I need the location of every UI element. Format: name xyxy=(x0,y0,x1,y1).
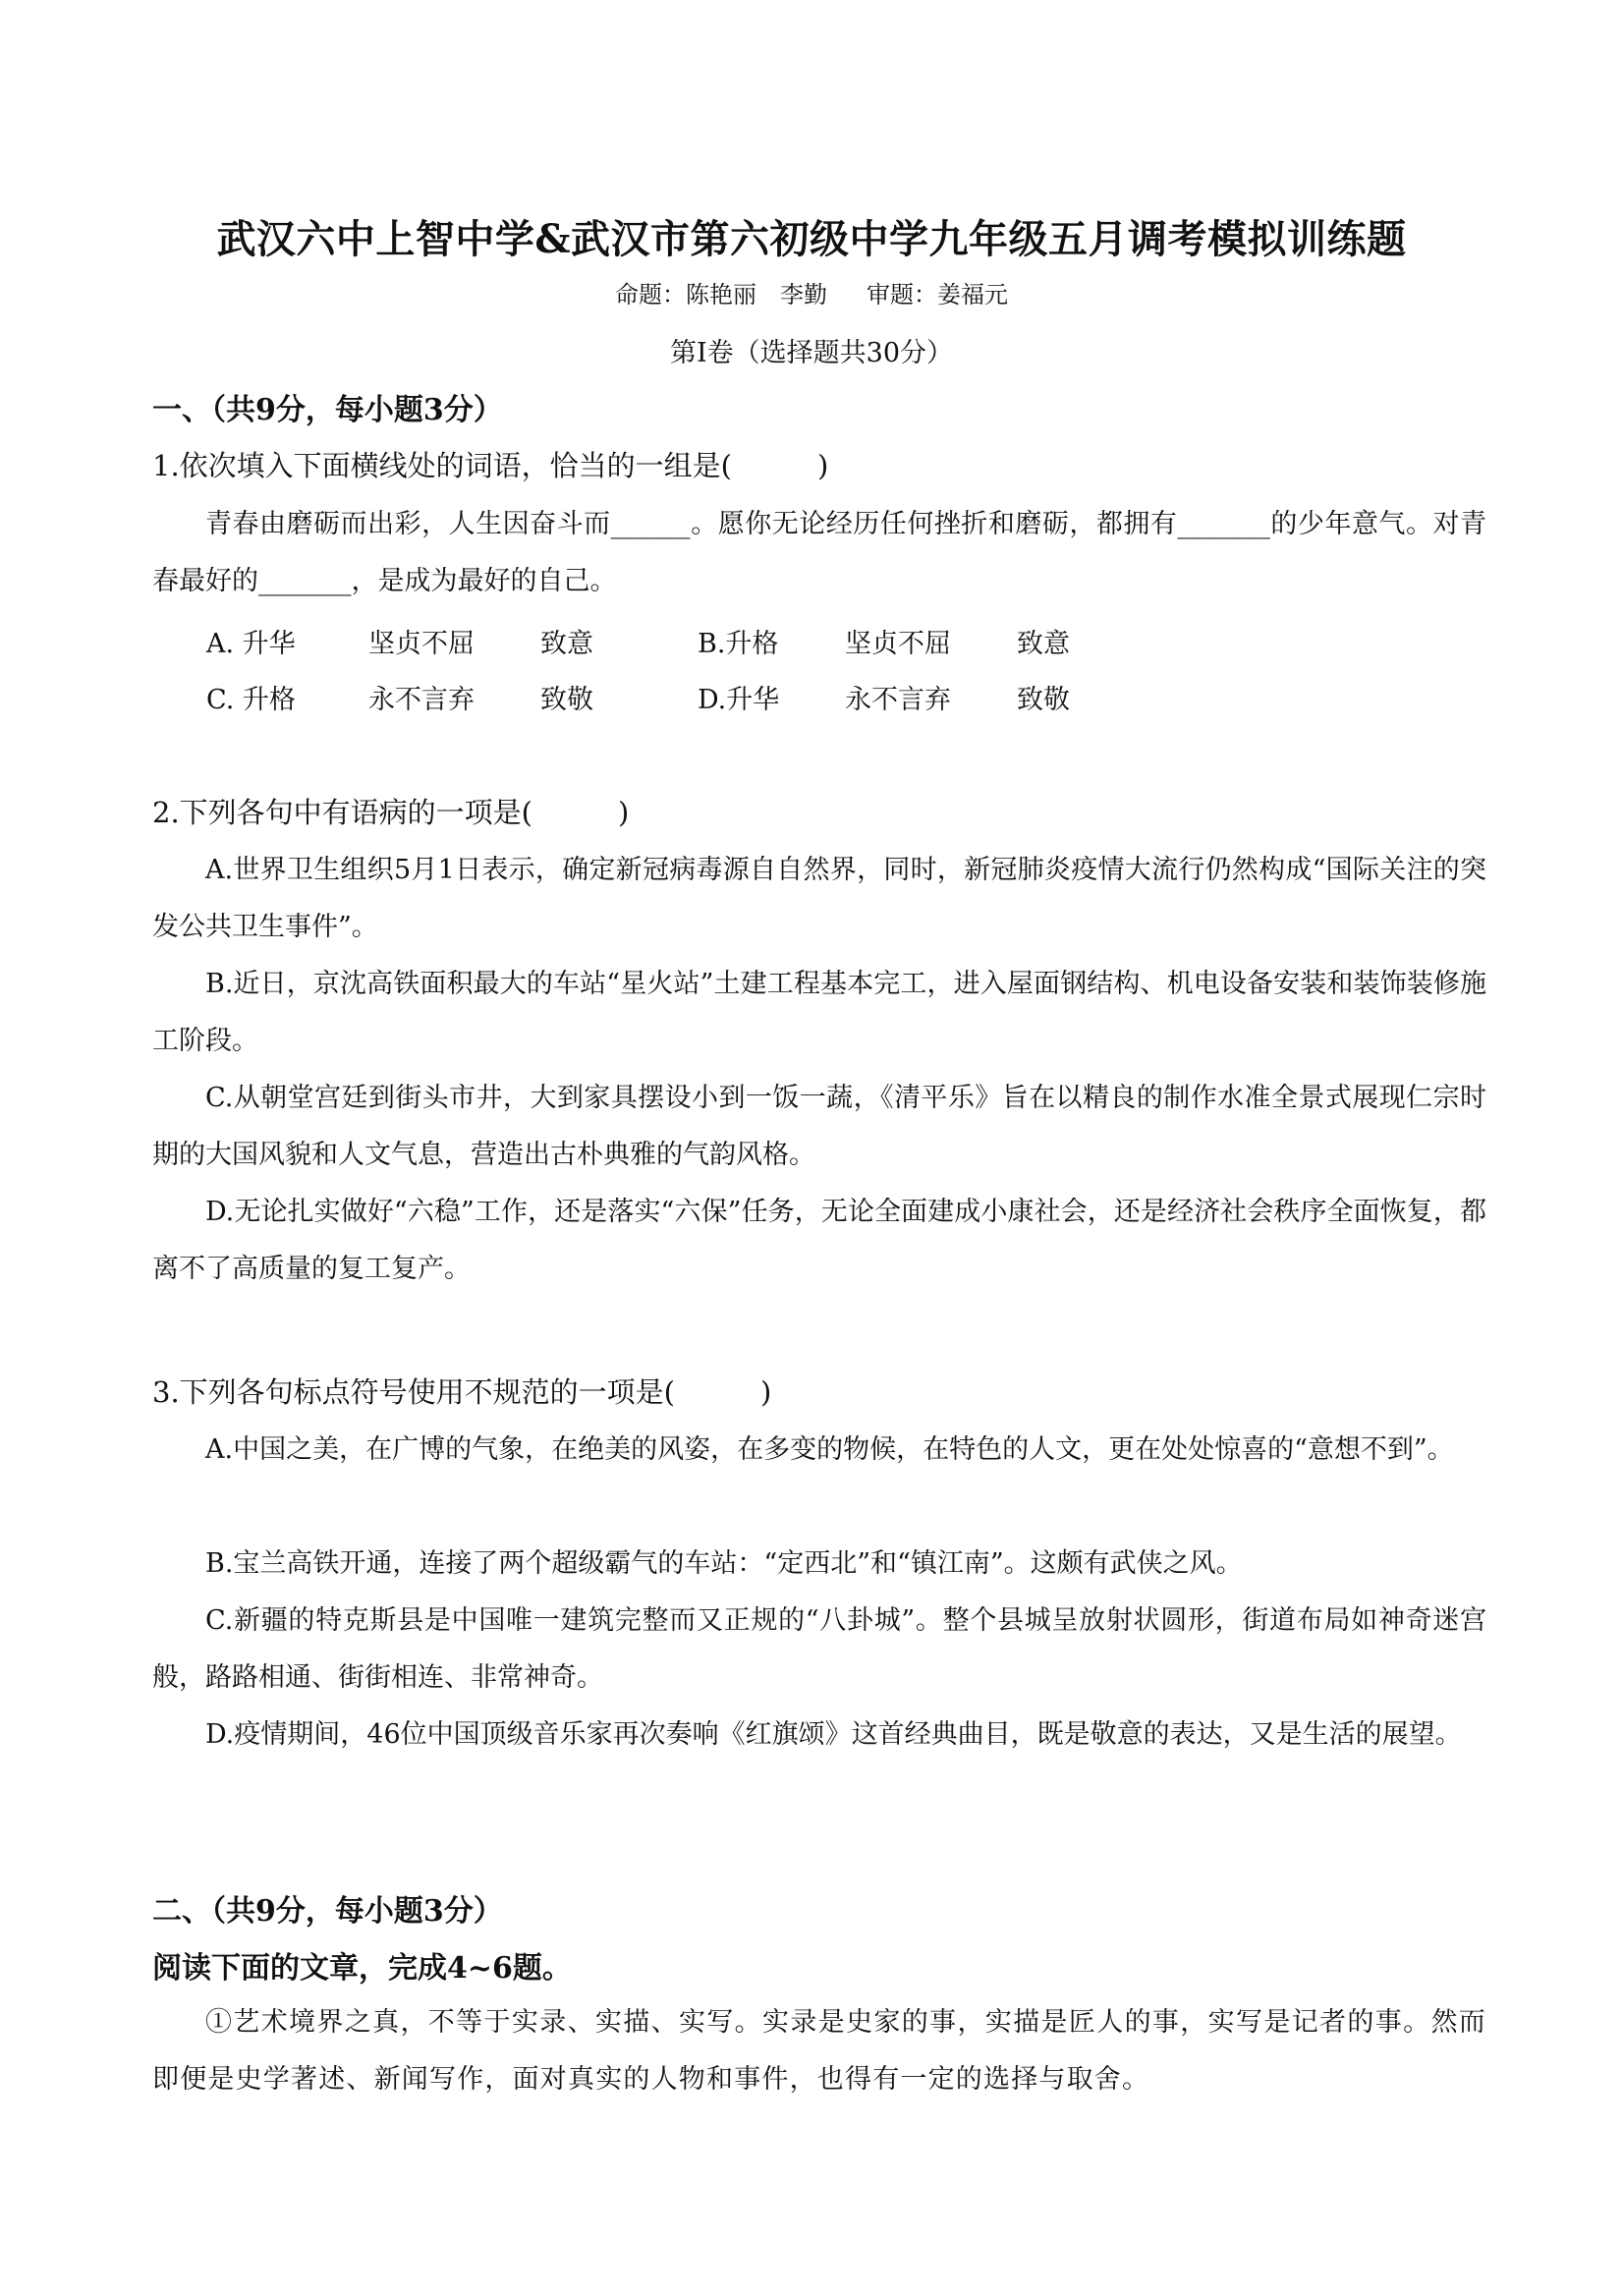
setter-credit: 命题：陈艳丽 李勤 xyxy=(615,281,827,308)
question-2-option-d: D.无论扎实做好“六稳”工作，还是落实“六保”任务，无论全面建成小康社会，还是经济社会秩序全面恢复，都离不了高质量的复工复产。 xyxy=(152,1197,1486,1284)
question-3-stem: 3.下列各句标点符号使用不规范的一项是( ) xyxy=(152,1375,772,1409)
option-a-1: A. 升华 xyxy=(206,629,296,659)
question-2-stem: 2.下列各句中有语病的一项是( ) xyxy=(152,796,630,829)
section-1-heading: 一、（共9分，每小题3分） xyxy=(152,393,503,427)
option-a-3: 致意 xyxy=(540,629,593,659)
question-1-stem: 1.依次填入下面横线处的词语，恰当的一组是( ) xyxy=(152,449,829,482)
question-1-passage: 青春由磨砺而出彩，人生因奋斗而______。愿你无论经历任何挫折和磨砺，都拥有_______的少年意气。对青春最好的_______，是成为最好的自己。 xyxy=(152,509,1486,596)
reading-instruction: 阅读下面的文章，完成4~6题。 xyxy=(152,1951,572,1986)
question-3-option-c: C.新疆的特克斯县是中国唯一建筑完整而又正规的“八卦城”。整个县城呈放射状圆形，街道布局如神奇迷宫般，路路相通、街街相连、非常神奇。 xyxy=(152,1605,1486,1693)
option-d-3: 致敬 xyxy=(1017,685,1070,715)
question-2-option-c: C.从朝堂宫廷到街头市井，大到家具摆设小到一饭一蔬，《清平乐》旨在以精良的制作水准全景式展现仁宗时期的大国风貌和人文气息，营造出古朴典雅的气韵风格。 xyxy=(152,1083,1486,1170)
option-d-2: 永不言弃 xyxy=(845,685,951,715)
option-b-3: 致意 xyxy=(1017,629,1070,659)
page-title: 武汉六中上智中学&武汉市第六初级中学九年级五月调考模拟训练题 xyxy=(216,216,1407,262)
authors-line xyxy=(0,275,1623,309)
reading-paragraph-1: ①艺术境界之真，不等于实录、实描、实写。实录是史家的事，实描是匠人的事，实写是记者的事。然而即便是史学著述、新闻写作，面对真实的人物和事件，也得有一定的选择与取舍。 xyxy=(152,2007,1486,2095)
question-3-option-b: B.宝兰高铁开通，连接了两个超级霸气的车站：“定西北”和“镇江南”。这颇有武侠之风。 xyxy=(205,1548,1243,1579)
option-a-2: 坚贞不屈 xyxy=(368,629,475,659)
part-heading: 第Ⅰ卷（选择题共30分） xyxy=(669,338,954,368)
option-d-1: D.升华 xyxy=(698,685,780,715)
option-b-1: B.升格 xyxy=(698,629,779,659)
question-3-option-d: D.疫情期间，46位中国顶级音乐家再次奏响《红旗颂》这首经典曲目，既是敬意的表达，又是生活的展望。 xyxy=(205,1719,1462,1750)
reviewer-credit: 审题：姜福元 xyxy=(867,281,1008,308)
section-2-heading: 二、（共9分，每小题3分） xyxy=(152,1894,503,1929)
option-c-3: 致敬 xyxy=(540,685,593,715)
option-b-2: 坚贞不屈 xyxy=(845,629,951,659)
option-c-2: 永不言弃 xyxy=(368,685,475,715)
question-2-option-a: A.世界卫生组织5月1日表示，确定新冠病毒源自自然界，同时，新冠肺炎疫情大流行仍然构成“国际关注的突发公共卫生事件”。 xyxy=(152,855,1486,942)
option-c-1: C. 升格 xyxy=(206,685,296,715)
question-2-option-b: B.近日，京沈高铁面积最大的车站“星火站”土建工程基本完工，进入屋面钢结构、机电设备安装和装饰装修施工阶段。 xyxy=(152,969,1486,1056)
question-3-option-a: A.中国之美，在广博的气象，在绝美的风姿，在多变的物候，在特色的人文，更在处处惊喜的“意想不到”。 xyxy=(205,1434,1454,1465)
